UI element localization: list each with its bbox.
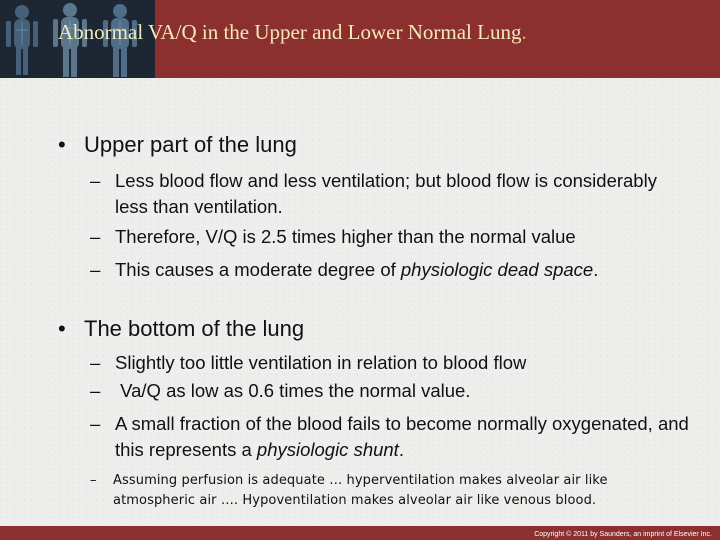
list-item-text xyxy=(90,257,690,283)
title-trailing-mark: . xyxy=(521,20,527,44)
section-heading-upper xyxy=(58,132,297,158)
section-heading-text: The bottom of the lung xyxy=(84,316,305,341)
emphasis-term: physiologic shunt xyxy=(256,439,399,460)
dash-mark: – xyxy=(90,170,101,191)
list-item xyxy=(90,168,690,220)
bullet-mark: • xyxy=(58,316,66,341)
list-item xyxy=(90,411,690,463)
section-heading-bottom xyxy=(58,316,304,342)
section-heading-text: Upper part of the lung xyxy=(84,132,297,157)
list-item-text-before: A small fraction of the blood fails to become normally oxygenated, and this represents a xyxy=(115,413,689,460)
list-item xyxy=(90,350,690,376)
list-item xyxy=(90,378,690,404)
slide-title-text: Abnormal VA/Q in the Upper and Lower Normal Lung xyxy=(58,20,522,44)
list-item-text: Less blood flow and less ventilation; but blood flow is considerably less than ventilation. xyxy=(115,170,657,217)
list-item-text: Slightly too little ventilation in relation to blood flow xyxy=(115,352,527,373)
dash-mark: – xyxy=(90,352,101,373)
dash-mark: – xyxy=(90,380,101,401)
dash-mark: – xyxy=(90,226,101,247)
list-item xyxy=(90,471,690,511)
list-item xyxy=(90,257,690,283)
list-item-text-after: . xyxy=(398,439,404,460)
list-item-text-before: This causes a moderate degree of xyxy=(115,259,401,280)
list-item xyxy=(90,224,690,250)
dash-mark: – xyxy=(90,259,101,280)
list-item-text: Va/Q as low as 0.6 times the normal value. xyxy=(115,380,471,401)
bullet-mark: • xyxy=(58,132,66,157)
list-item-text-after: . xyxy=(593,259,599,280)
dash-mark: – xyxy=(90,473,97,488)
list-item-text: Therefore, V/Q is 2.5 times higher than the normal value xyxy=(115,226,576,247)
slide-title xyxy=(58,20,708,45)
list-item-text xyxy=(90,411,690,463)
footer-bar xyxy=(0,526,720,540)
emphasis-term: physiologic dead space xyxy=(400,259,594,280)
copyright-notice: Copyright © 2011 by Saunders, an imprint of Elsevier Inc. xyxy=(534,531,712,538)
dash-mark: – xyxy=(90,413,101,434)
list-item-text: Assuming perfusion is adequate … hyperventilation makes alveolar air like atmospheric air …. Hypoventilation makes alveolar air like venous blood. xyxy=(113,473,608,508)
